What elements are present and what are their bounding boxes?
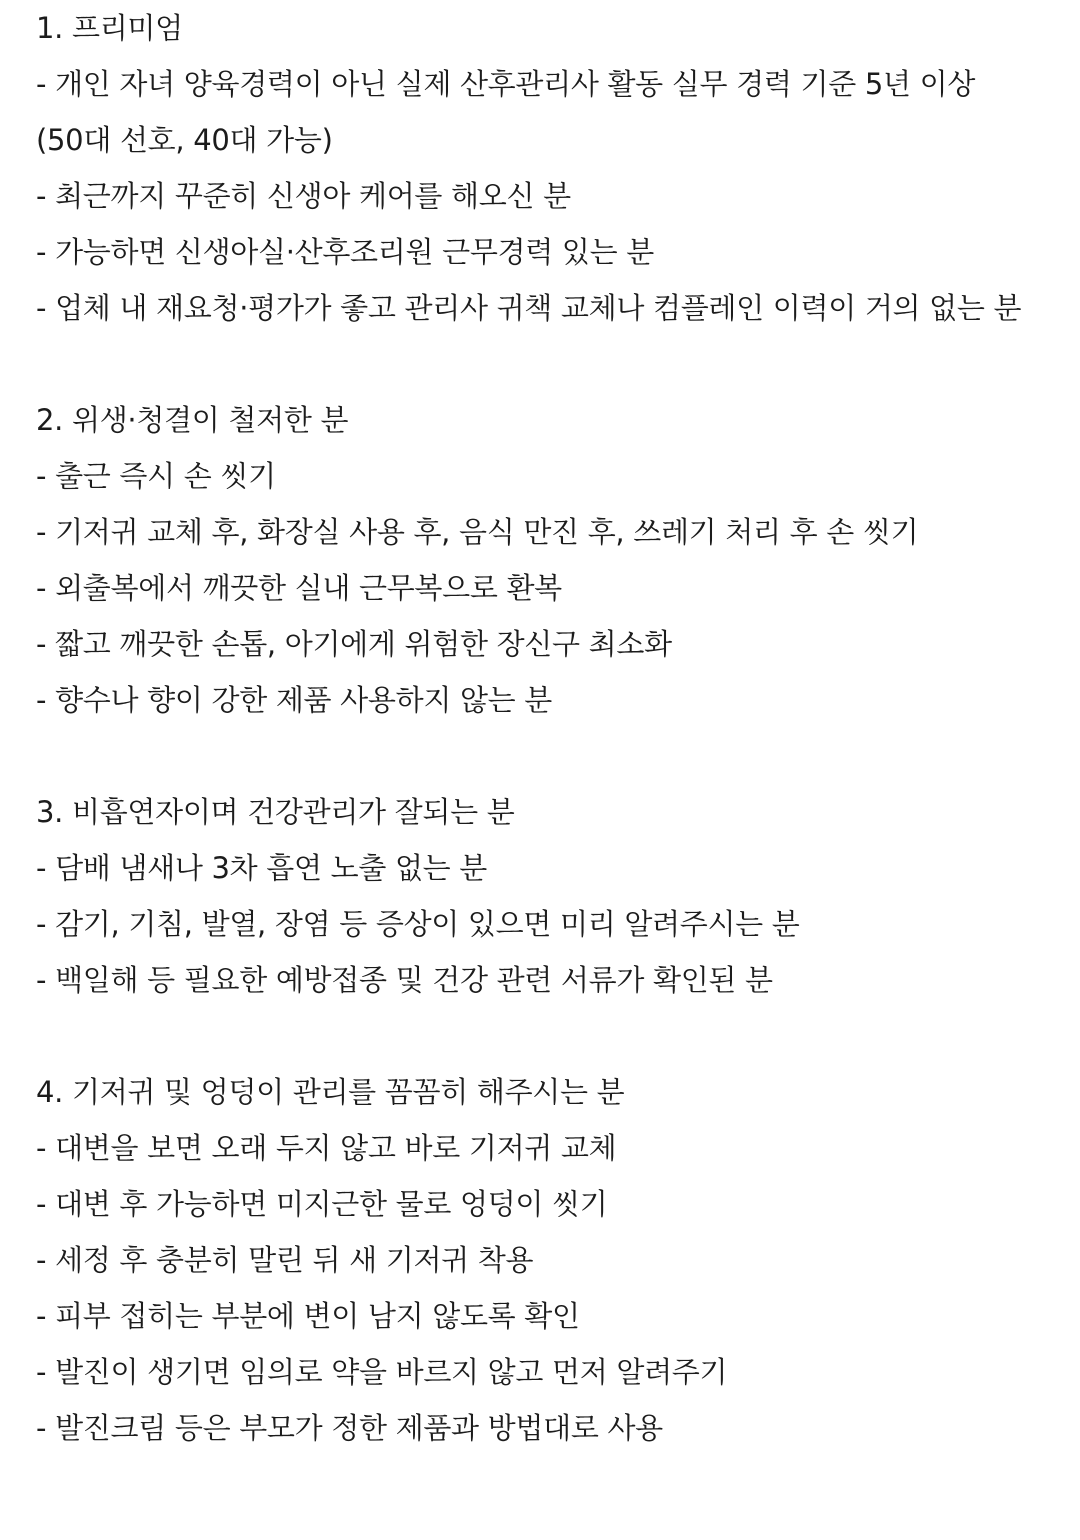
list-item: - 출근 즉시 손 씻기 [36, 459, 276, 493]
list-item: - 외출복에서 깨끗한 실내 근무복으로 환복 [36, 571, 562, 605]
section-premium [36, 0, 1046, 336]
list-item: - 향수나 향이 강한 제품 사용하지 않는 분 [36, 683, 553, 717]
section-health [36, 784, 1046, 1008]
list-item: - 발진이 생기면 임의로 약을 바르지 않고 먼저 알려주기 [36, 1355, 728, 1389]
document-body [36, 0, 1046, 1456]
list-item: - 개인 자녀 양육경력이 아닌 실제 산후관리사 활동 실무 경력 기준 5년 이상 (50대 선호, 40대 가능) [36, 67, 984, 157]
list-item: - 세정 후 충분히 말린 뒤 새 기저귀 착용 [36, 1243, 534, 1277]
list-item: - 백일해 등 필요한 예방접종 및 건강 관련 서류가 확인된 분 [36, 963, 773, 997]
section-heading: 2. 위생·청결이 철저한 분 [36, 403, 349, 437]
list-item: - 피부 접히는 부분에 변이 남지 않도록 확인 [36, 1299, 580, 1333]
list-item: - 기저귀 교체 후, 화장실 사용 후, 음식 만진 후, 쓰레기 처리 후 손 씻기 [36, 515, 919, 549]
list-item: - 가능하면 신생아실·산후조리원 근무경력 있는 분 [36, 235, 654, 269]
list-item: - 짧고 깨끗한 손톱, 아기에게 위험한 장신구 최소화 [36, 627, 672, 661]
list-item: - 감기, 기침, 발열, 장염 등 증상이 있으면 미리 알려주시는 분 [36, 907, 800, 941]
section-hygiene [36, 392, 1046, 728]
list-item: - 발진크림 등은 부모가 정한 제품과 방법대로 사용 [36, 1411, 663, 1445]
section-heading: 3. 비흡연자이며 건강관리가 잘되는 분 [36, 795, 515, 829]
section-heading: 1. 프리미엄 [36, 11, 183, 45]
section-diaper-care [36, 1064, 1046, 1456]
list-item: - 최근까지 꾸준히 신생아 케어를 해오신 분 [36, 179, 571, 213]
list-item: - 대변 후 가능하면 미지근한 물로 엉덩이 씻기 [36, 1187, 608, 1221]
list-item: - 대변을 보면 오래 두지 않고 바로 기저귀 교체 [36, 1131, 617, 1165]
section-heading: 4. 기저귀 및 엉덩이 관리를 꼼꼼히 해주시는 분 [36, 1075, 625, 1109]
list-item: - 담배 냄새나 3차 흡연 노출 없는 분 [36, 851, 488, 885]
list-item: - 업체 내 재요청·평가가 좋고 관리사 귀책 교체나 컴플레인 이력이 거의 없는 분 [36, 291, 1022, 325]
